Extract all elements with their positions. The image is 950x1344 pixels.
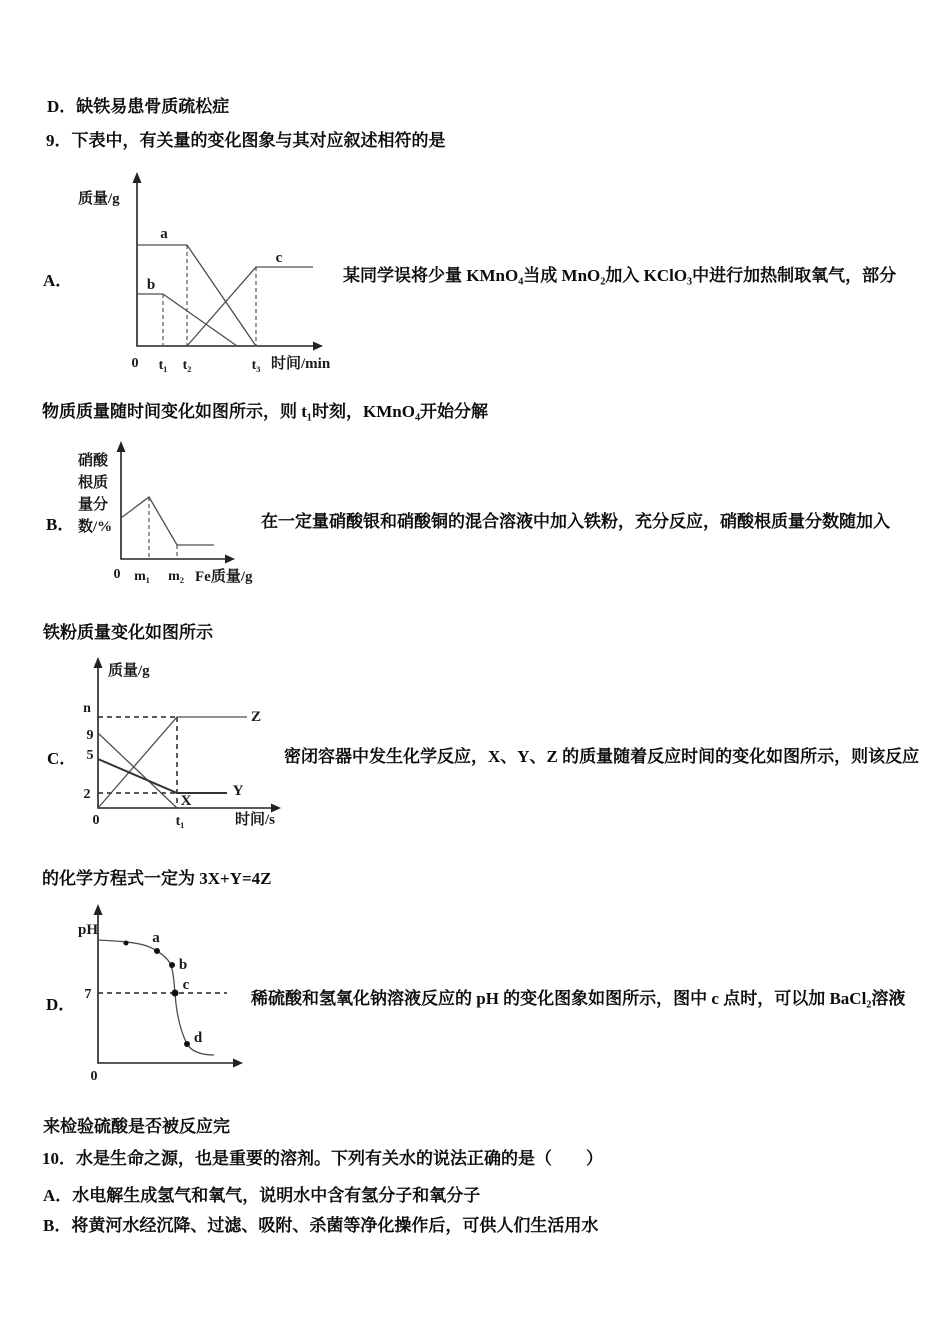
graph-option-b xyxy=(55,435,300,595)
option-c-letter: C． xyxy=(47,749,77,768)
graph-a-tick-t1: t₁ xyxy=(158,358,168,373)
graph-a-axes xyxy=(137,180,315,346)
graph-a-curve-c-label: c xyxy=(275,250,283,266)
graph-c-tick-5: 5 xyxy=(86,748,94,763)
graph-a-curve-c xyxy=(187,267,313,346)
graph-c-tick-9: 9 xyxy=(86,728,94,743)
graph-b-ylabel-line1: 硝酸 xyxy=(78,453,109,469)
graph-a-tick-0: 0 xyxy=(131,356,139,371)
graph-d-point-d-label: d xyxy=(193,1030,203,1046)
graph-c-curve-x-label: X xyxy=(180,793,192,809)
graph-b-ylabel-line4: 数/% xyxy=(78,519,113,535)
graph-b-ylabel-line3: 量分 xyxy=(78,497,109,513)
graph-c-curve-x xyxy=(98,733,177,808)
graph-c-tick-2: 2 xyxy=(83,787,91,802)
option-d-text1: 稀硫酸和氢氧化钠溶液反应的 pH 的变化图象如图所示，图中 c 点时，可以加 BaCl₂溶液 xyxy=(251,989,906,1008)
graph-b-tick-0: 0 xyxy=(113,567,121,582)
graph-c-curve-y-label: Y xyxy=(232,783,244,799)
graph-option-c xyxy=(55,653,320,833)
graph-a-xlabel: 时间/min xyxy=(271,356,331,372)
graph-d-dot xyxy=(124,941,129,946)
graph-d-dot-d xyxy=(184,1041,190,1047)
graph-c-curve-z-label: Z xyxy=(250,709,262,725)
graph-c-yaxis-arrow-icon xyxy=(94,657,103,668)
graph-d-tick-7: 7 xyxy=(84,987,92,1002)
graph-a-tick-t3: t₃ xyxy=(251,358,261,373)
graph-d-point-c-label: c xyxy=(182,977,190,993)
graph-c-curve-z xyxy=(98,717,247,808)
graph-a-curve-a xyxy=(137,245,256,346)
prev-option-d: D．缺铁易患骨质疏松症 xyxy=(47,97,230,116)
option-d-text2: 来检验硫酸是否被反应完 xyxy=(43,1117,230,1136)
graph-d-xaxis-arrow-icon xyxy=(233,1059,243,1068)
graph-b-tick-m1: m₁ xyxy=(134,569,150,584)
question10-option-b: B．将黄河水经沉降、过滤、吸附、杀菌等净化操作后，可供人们生活用水 xyxy=(43,1216,599,1235)
graph-b-tick-m2: m₂ xyxy=(168,569,184,584)
graph-c-tick-0: 0 xyxy=(92,813,100,828)
graph-option-a xyxy=(55,170,355,385)
graph-d-dot-b xyxy=(169,962,175,968)
graph-b-xlabel: Fe质量/g xyxy=(195,569,253,585)
graph-d-point-a-label: a xyxy=(152,930,160,946)
graph-d-ylabel: pH xyxy=(78,922,99,938)
question10-stem: 10．水是生命之源，也是重要的溶剂。下列有关水的说法正确的是（ ） xyxy=(42,1149,603,1168)
option-d-letter: D． xyxy=(46,995,76,1014)
graph-a-curve-b-label: b xyxy=(146,277,156,293)
graph-b-xaxis-arrow-icon xyxy=(225,555,235,564)
graph-d-dot-a xyxy=(154,948,160,954)
graph-b-axes xyxy=(121,449,227,559)
graph-c-ylabel: 质量/g xyxy=(108,663,150,679)
question10-option-a: A．水电解生成氢气和氧气，说明水中含有氢分子和氧分子 xyxy=(43,1186,481,1205)
graph-d-point-b-label: b xyxy=(178,957,188,973)
graph-c-axes xyxy=(98,665,273,808)
graph-a-tick-t2: t₂ xyxy=(182,358,192,373)
question9-stem: 9．下表中，有关量的变化图象与其对应叙述相符的是 xyxy=(46,131,446,150)
graph-d-tick-0: 0 xyxy=(90,1069,98,1084)
option-c-text2: 的化学方程式一定为 3X+Y=4Z xyxy=(42,869,272,888)
graph-a-yaxis-arrow-icon xyxy=(133,172,142,183)
option-b-letter: B． xyxy=(46,515,75,534)
option-a-letter: A． xyxy=(43,271,73,290)
option-a-text2: 物质质量随时间变化如图所示，则 t₁时刻，KMnO₄开始分解 xyxy=(42,402,489,421)
graph-d-dot-c xyxy=(172,990,179,997)
graph-d-yaxis-arrow-icon xyxy=(94,904,103,915)
graph-a-ylabel: 质量/g xyxy=(78,191,120,207)
option-b-text1: 在一定量硝酸银和硝酸铜的混合溶液中加入铁粉，充分反应，硝酸根质量分数随加入 xyxy=(261,512,890,531)
graph-c-xlabel: 时间/s xyxy=(235,812,276,828)
option-b-text2: 铁粉质量变化如图所示 xyxy=(43,623,213,642)
graph-option-d xyxy=(55,898,290,1093)
graph-b-yaxis-arrow-icon xyxy=(117,441,126,452)
graph-c-tick-t1: t₁ xyxy=(175,814,185,829)
graph-a-curve-a-label: a xyxy=(160,226,168,242)
graph-a-xaxis-arrow-icon xyxy=(313,342,323,351)
option-a-text1: 某同学误将少量 KMnO₄当成 MnO₂加入 KClO₃中进行加热制取氧气，部分 xyxy=(343,266,897,285)
graph-c-curve-y xyxy=(98,759,227,793)
graph-c-tick-n: n xyxy=(83,701,91,716)
option-c-text1: 密闭容器中发生化学反应，X、Y、Z 的质量随着反应时间的变化如图所示，则该反应 xyxy=(284,747,920,766)
graph-b-ylabel-line2: 根质 xyxy=(78,475,109,491)
graph-b-curve xyxy=(121,497,214,545)
graph-d-axes xyxy=(98,912,235,1063)
